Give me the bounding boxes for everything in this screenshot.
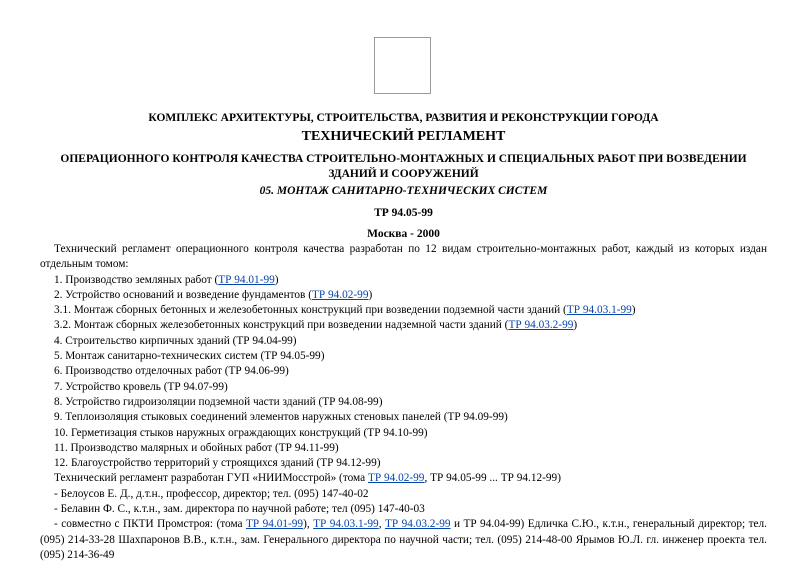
joint-paragraph: - совместно с ПКТИ Промстроя: (тома ТР 94.01-99), ТР 94.03.1-99, ТР 94.03.2-99 и ТР 94.04-99) Едличка С.Ю., к.т.н., генеральный директор; тел. (095) 214-33-28 Шахпаронов В.В., к.т.н., зам. Генерального директора по научной части; тел. (095) 214-48-00 Ярымов Ю.Л. гл. инженер проекта тел. (095) 214-36-49 (40, 518, 767, 561)
link-tr-94-03-2-joint[interactable]: ТР 94.03.2-99 (384, 518, 451, 531)
list-item: 9. Теплоизоляция стыковых соединений элементов наружных стеновых панелей (ТР 94.09-99) (54, 411, 508, 424)
list-item: 3.1. Монтаж сборных бетонных и железобетонных конструкций при возведении подземной части зданий (ТР 94.03.1-99) (54, 304, 636, 317)
person-belousov: - Белоусов Е. Д., д.т.н., профессор, директор; тел. (095) 147-40-02 (54, 487, 369, 500)
link-tr-94-03-1-joint[interactable]: ТР 94.03.1-99 (313, 518, 379, 531)
intro-paragraph: Технический регламент операционного контроля качества разработан по 12 видам строительно-монтажных работ, каждый из которых издан отдельным томом: (40, 243, 767, 271)
link-tr-94-01-joint[interactable]: ТР 94.01-99 (245, 518, 304, 531)
city-year: Москва - 2000 (367, 228, 440, 240)
list-item: 7. Устройство кровель (ТР 94.07-99) (54, 380, 228, 393)
header-complex: КОМПЛЕКС АРХИТЕКТУРЫ, СТРОИТЕЛЬСТВА, РАЗВИТИЯ И РЕКОНСТРУКЦИИ ГОРОДА (148, 112, 659, 124)
link-tr-94-01[interactable]: ТР 94.01-99 (218, 273, 275, 286)
document-code: ТР 94.05-99 (374, 207, 433, 219)
logo-image (374, 37, 431, 94)
list-item: 12. Благоустройство территорий у строящихся зданий (ТР 94.12-99) (54, 457, 381, 470)
list-item: 2. Устройство оснований и возведение фундаментов (ТР 94.02-99) (54, 288, 373, 301)
person-belavin: - Белавин Ф. С., к.т.н., зам. директора по научной работе; тел (095) 147-40-03 (54, 503, 425, 516)
list-item: 1. Производство земляных работ (ТР 94.01-99) (54, 273, 279, 286)
list-item: 6. Производство отделочных работ (ТР 94.06-99) (54, 365, 289, 378)
list-item: 5. Монтаж санитарно-технических систем (ТР 94.05-99) (54, 350, 325, 363)
link-tr-94-03-1[interactable]: ТР 94.03.1-99 (566, 304, 632, 317)
developed-paragraph: Технический регламент разработан ГУП «НИИМосстрой» (тома ТР 94.02-99, ТР 94.05-99 ... ТР 94.12-99) (54, 472, 561, 485)
list-item: 4. Строительство кирпичных зданий (ТР 94.04-99) (54, 334, 297, 347)
link-tr-94-02-dev[interactable]: ТР 94.02-99 (367, 472, 425, 485)
link-tr-94-03-2[interactable]: ТР 94.03.2-99 (508, 319, 574, 332)
section-title: 05. МОНТАЖ САНИТАРНО-ТЕХНИЧЕСКИХ СИСТЕМ (259, 185, 548, 197)
list-item: 8. Устройство гидроизоляции подземной части зданий (ТР 94.08-99) (54, 395, 383, 408)
list-item: 3.2. Монтаж сборных железобетонных конструкций при возведении надземной части зданий (ТР 94.03.2-99) (54, 319, 578, 332)
page-title: ТЕХНИЧЕСКИЙ РЕГЛАМЕНТ (301, 129, 506, 144)
document-body (40, 242, 767, 563)
list-item: 10. Герметизация стыков наружных ограждающих конструкций (ТР 94.10-99) (54, 426, 428, 439)
list-item: 11. Производство малярных и обойных работ (ТР 94.11-99) (54, 441, 339, 454)
page-subtitle: ОПЕРАЦИОННОГО КОНТРОЛЯ КАЧЕСТВА СТРОИТЕЛЬНО-МОНТАЖНЫХ И СПЕЦИАЛЬНЫХ РАБОТ ПРИ ВОЗВЕДЕНИИ ЗДАНИЙ И СООРУЖЕНИЙ (60, 153, 747, 180)
link-tr-94-02[interactable]: ТР 94.02-99 (311, 288, 369, 301)
